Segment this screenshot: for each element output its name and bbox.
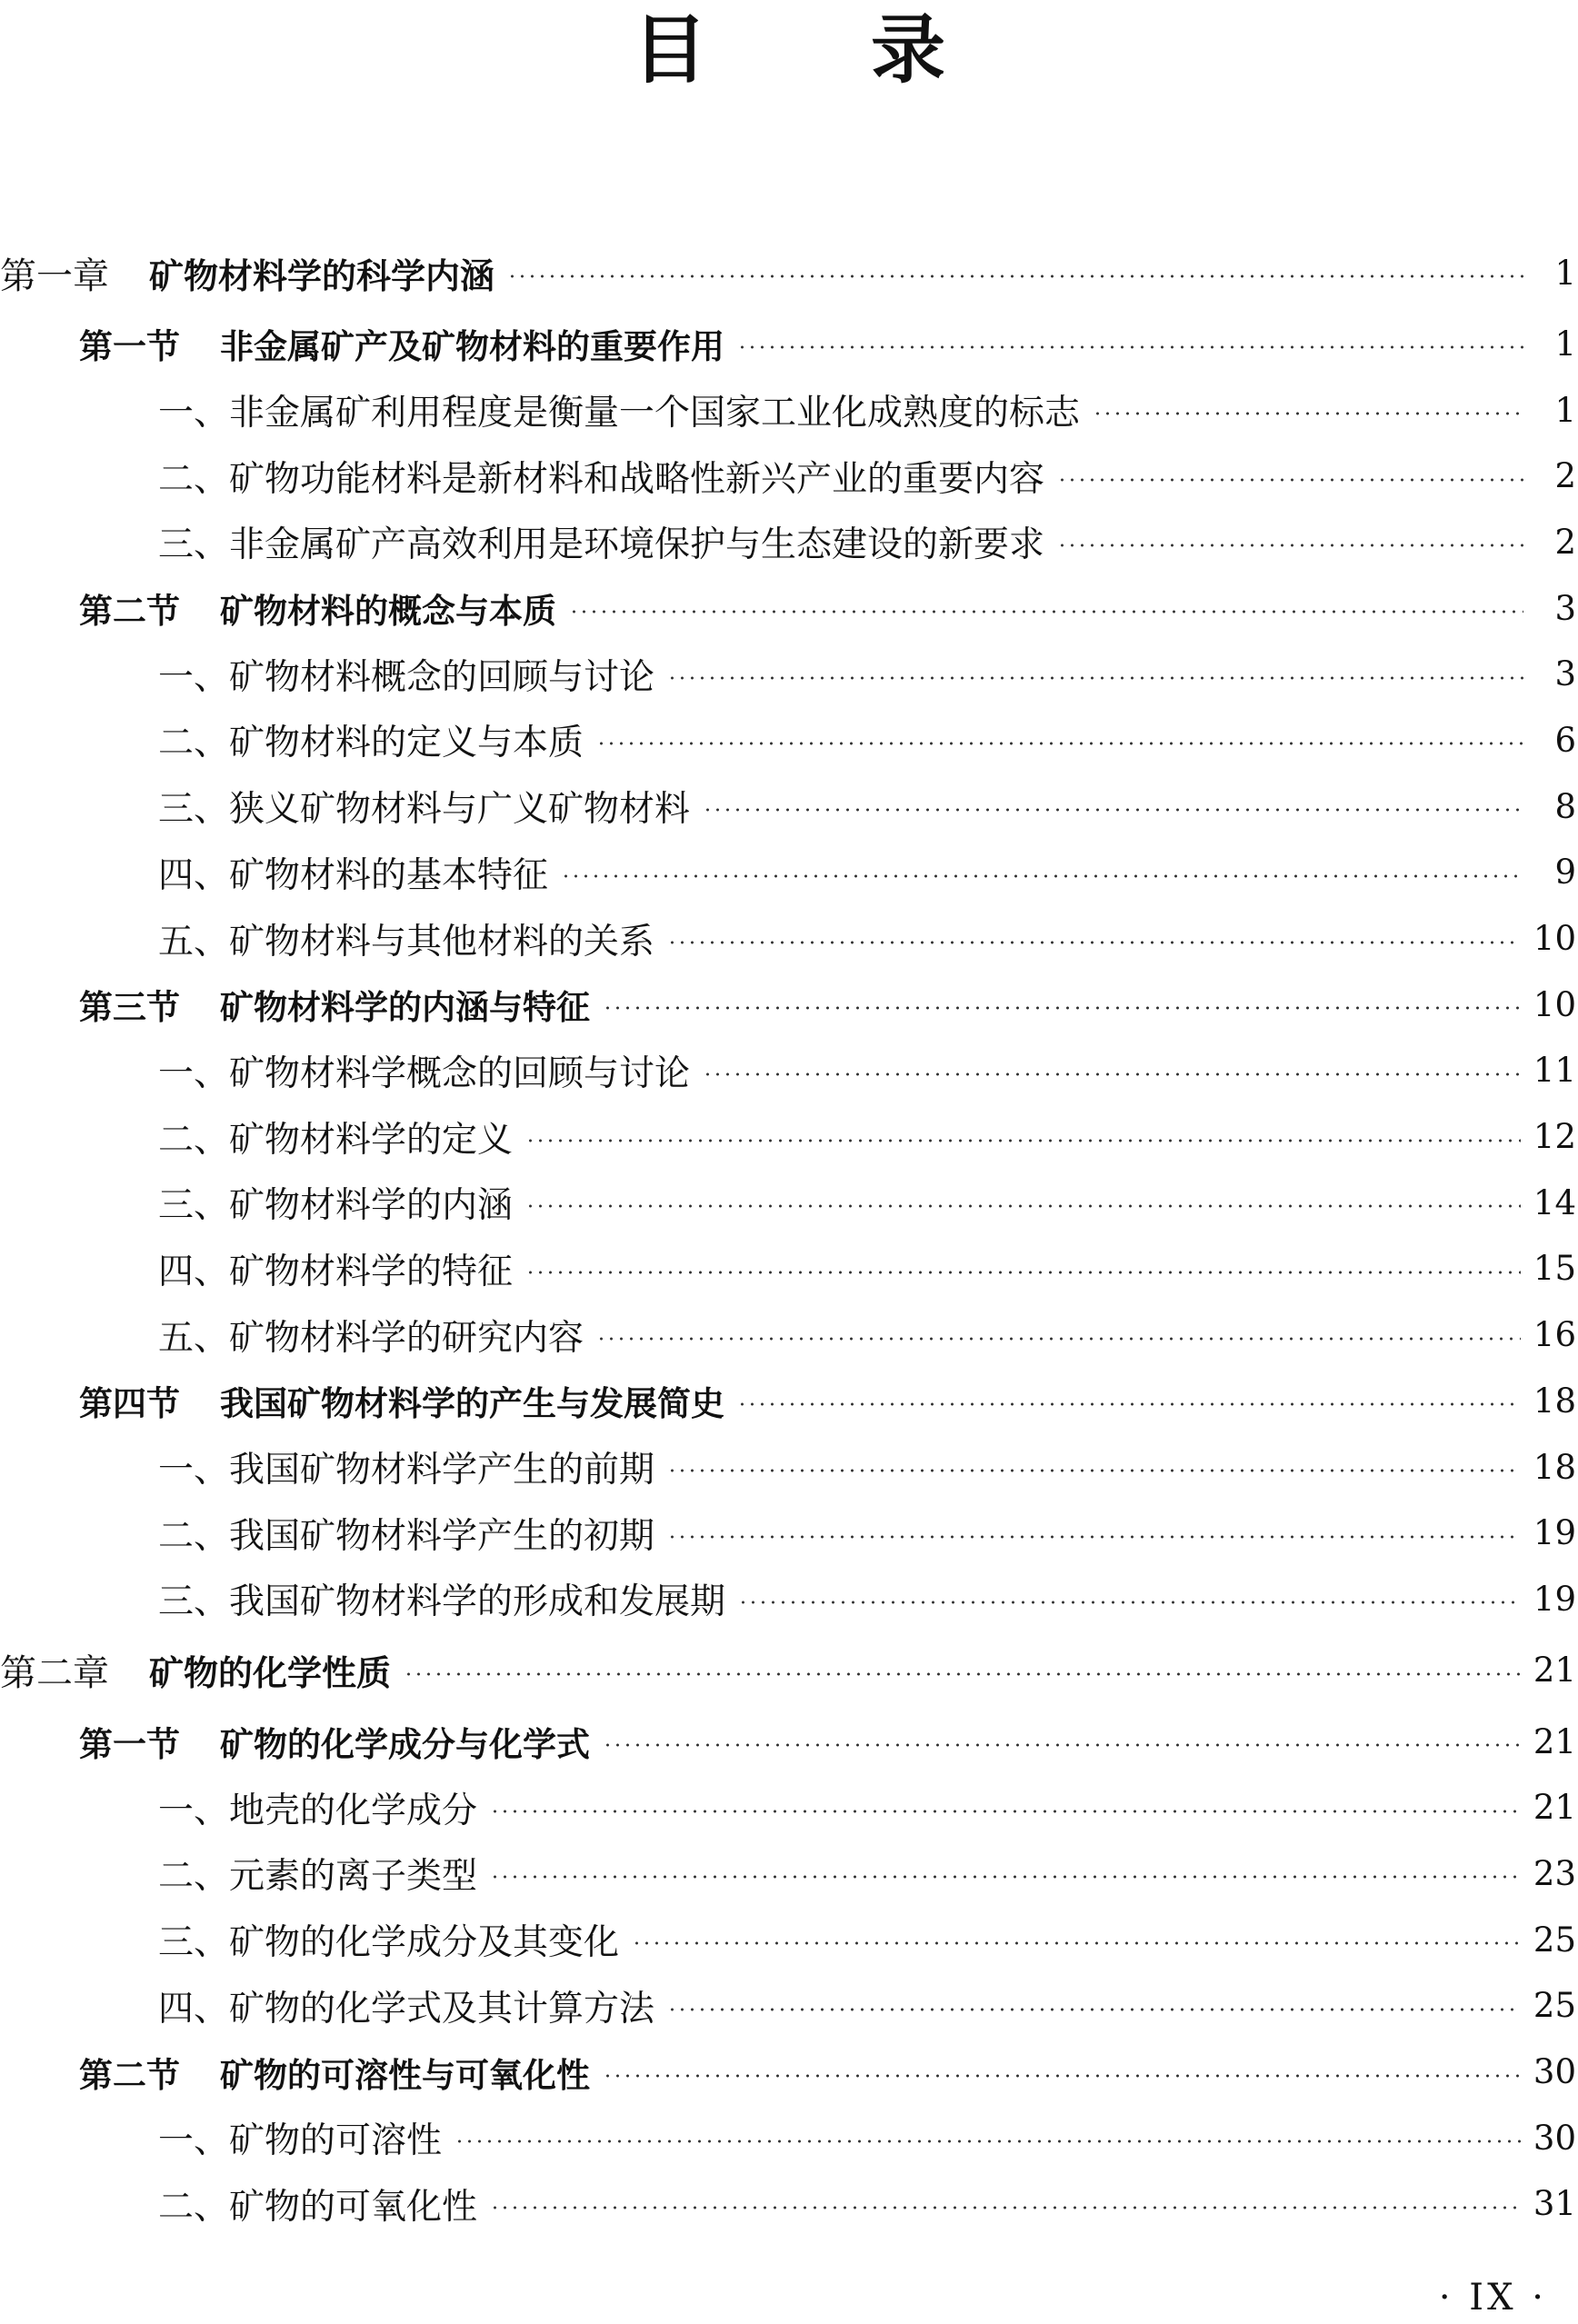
section-number: 第四节 [79, 1384, 180, 1424]
toc-entry-label [0, 384, 1080, 435]
toc-entry-label [0, 1508, 654, 1559]
subsection-title: 二、矿物的可氧化性 [158, 2186, 478, 2228]
toc-page-number: 9 [1554, 853, 1576, 893]
chapter-title: 矿物材料学的科学内涵 [149, 255, 495, 296]
dot-leader [596, 1337, 1521, 1341]
toc-entry-label [0, 1441, 654, 1492]
dot-leader [525, 1271, 1521, 1274]
page-title [0, 5, 1578, 96]
toc-entry-subsection[interactable] [0, 1302, 1578, 1368]
dot-leader [632, 1941, 1521, 1945]
toc-entry-label [0, 1573, 725, 1624]
toc-entry-label [0, 847, 548, 898]
subsection-title: 一、矿物材料概念的回顾与讨论 [158, 656, 655, 698]
section-title: 矿物的化学成分与化学式 [220, 1725, 590, 1765]
toc-entry-subsection[interactable] [0, 905, 1578, 972]
toc-entry-subsection[interactable] [0, 1103, 1578, 1170]
toc-page-number: 21 [1533, 1651, 1576, 1691]
toc-entry-label [0, 319, 724, 368]
dot-leader [603, 1006, 1521, 1010]
toc-page-number: 1 [1554, 390, 1576, 430]
toc-page-number: 21 [1533, 1788, 1576, 1828]
section-title: 非金属矿产及矿物材料的重要作用 [220, 327, 724, 367]
dot-leader [490, 1875, 1521, 1879]
toc-entry-subsection[interactable] [0, 377, 1578, 444]
subsection-title: 一、矿物材料学概念的回顾与讨论 [158, 1052, 691, 1094]
subsection-title: 五、矿物材料学的研究内容 [158, 1317, 584, 1359]
subsection-title: 一、地壳的化学成分 [158, 1790, 478, 1831]
toc-entry-label [0, 2112, 442, 2163]
dot-leader [507, 274, 1523, 278]
toc-page-number: 25 [1533, 1986, 1576, 2026]
toc-entry-subsection[interactable] [0, 773, 1578, 840]
subsection-title: 四、矿物材料的基本特征 [158, 854, 549, 896]
toc-page-number: 10 [1533, 984, 1576, 1024]
toc-entry-section[interactable] [0, 1368, 1578, 1434]
toc-entry-subsection[interactable] [0, 2105, 1578, 2171]
toc-entry-label [0, 1177, 513, 1228]
toc-entry-label [0, 2048, 590, 2097]
toc-entry-label [0, 1914, 619, 1965]
toc-entry-subsection[interactable] [0, 1907, 1578, 1973]
toc-page-number: 30 [1533, 2118, 1576, 2158]
chapter-number: 第二章 [0, 1652, 109, 1695]
dot-leader [1057, 478, 1523, 482]
toc-entry-label [0, 1376, 724, 1425]
toc-entry-subsection[interactable] [0, 1038, 1578, 1104]
toc-entry-label [0, 1310, 584, 1361]
dot-leader [737, 345, 1523, 349]
toc-entry-chapter[interactable] [0, 234, 1578, 311]
dot-leader [603, 1743, 1521, 1747]
subsection-title: 三、矿物材料学的内涵 [158, 1185, 514, 1227]
subsection-title: 一、矿物的可溶性 [158, 2120, 443, 2162]
dot-leader [667, 1469, 1521, 1472]
toc-entry-subsection[interactable] [0, 1236, 1578, 1302]
toc-entry-subsection[interactable] [0, 1840, 1578, 1907]
toc-page-number: 19 [1533, 1579, 1576, 1619]
subsection-title: 三、矿物的化学成分及其变化 [158, 1922, 620, 1964]
dot-leader [703, 1072, 1521, 1076]
subsection-title: 四、矿物的化学式及其计算方法 [158, 1988, 655, 2030]
toc-page-number: 16 [1533, 1315, 1576, 1355]
toc-entry-label [0, 781, 690, 832]
toc-page-number: 23 [1533, 1853, 1576, 1893]
subsection-title: 二、矿物材料学的定义 [158, 1119, 514, 1161]
toc-entry-section[interactable] [0, 1709, 1578, 1775]
section-number: 第三节 [79, 988, 180, 1028]
dot-leader [404, 1672, 1521, 1676]
dot-leader [667, 1535, 1521, 1539]
toc-entry-subsection[interactable] [0, 2171, 1578, 2238]
toc-entry-label [0, 451, 1044, 502]
dot-leader [525, 1139, 1521, 1142]
dot-leader [703, 808, 1523, 812]
toc-entry-label [0, 1112, 513, 1162]
toc-entry-subsection[interactable] [0, 707, 1578, 773]
toc-entry-label [0, 714, 584, 765]
subsection-title: 二、矿物功能材料是新材料和战略性新兴产业的重要内容 [158, 458, 1045, 500]
toc-page-number: 18 [1533, 1381, 1576, 1421]
toc-entry-label [0, 1644, 391, 1696]
toc-page-number: 3 [1554, 654, 1576, 694]
toc-entry-label [0, 1848, 477, 1899]
toc-page-number: 8 [1554, 786, 1576, 826]
toc-entry-section[interactable] [0, 2039, 1578, 2105]
toc-entry-label [0, 583, 556, 633]
dot-leader [667, 2008, 1521, 2011]
toc-page-number: 10 [1533, 919, 1576, 959]
subsection-title: 二、矿物材料的定义与本质 [158, 723, 584, 764]
subsection-title: 四、矿物材料学的特征 [158, 1251, 514, 1292]
toc-page-number: 2 [1554, 456, 1576, 496]
toc-page-number: 18 [1533, 1447, 1576, 1487]
subsection-title: 一、我国矿物材料学产生的前期 [158, 1450, 655, 1491]
toc-entry-label [0, 1782, 477, 1833]
toc-entry-subsection[interactable] [0, 1774, 1578, 1840]
toc-entry-label [0, 649, 654, 700]
toc-entry-chapter[interactable] [0, 1632, 1578, 1709]
toc-entry-subsection[interactable] [0, 1500, 1578, 1566]
toc-entry-subsection[interactable] [0, 1170, 1578, 1236]
toc-entry-label [0, 1717, 590, 1766]
toc-page-number: 25 [1533, 1920, 1576, 1960]
section-title: 矿物材料学的内涵与特征 [220, 988, 590, 1028]
toc-entry-subsection[interactable] [0, 1973, 1578, 2040]
dot-leader [737, 1402, 1521, 1406]
subsection-title: 二、元素的离子类型 [158, 1856, 478, 1898]
title-char-1: 目 [632, 7, 707, 94]
toc-entry-label [0, 913, 654, 964]
toc-entry-label [0, 1980, 654, 2031]
toc-entry-subsection[interactable] [0, 443, 1578, 509]
dot-leader [738, 1601, 1521, 1604]
subsection-title: 二、我国矿物材料学产生的初期 [158, 1515, 655, 1557]
toc-entry-subsection[interactable] [0, 509, 1578, 575]
toc-entry-label [0, 516, 1044, 567]
table-of-contents [0, 234, 1578, 2237]
toc-entry-label [0, 1243, 513, 1294]
toc-entry-label [0, 980, 590, 1029]
toc-page-number: 2 [1554, 522, 1576, 562]
toc-page-number: 12 [1533, 1117, 1576, 1157]
toc-page-number: 19 [1533, 1513, 1576, 1553]
subsection-title: 五、矿物材料与其他材料的关系 [158, 921, 655, 963]
section-title: 我国矿物材料学的产生与发展简史 [220, 1384, 724, 1424]
toc-entry-section[interactable] [0, 311, 1578, 377]
dot-leader [667, 676, 1523, 680]
toc-page-number: 11 [1533, 1051, 1576, 1091]
toc-entry-label [0, 247, 494, 299]
dot-leader [454, 2139, 1521, 2143]
toc-page-number: 21 [1533, 1721, 1576, 1761]
toc-entry-subsection[interactable] [0, 1566, 1578, 1632]
toc-page-number: 14 [1533, 1182, 1576, 1222]
dot-leader [569, 610, 1523, 613]
section-number: 第二节 [79, 2055, 180, 2095]
section-title: 矿物材料的概念与本质 [220, 592, 556, 632]
subsection-title: 三、我国矿物材料学的形成和发展期 [158, 1581, 726, 1623]
title-char-2: 录 [871, 7, 946, 94]
toc-entry-subsection[interactable] [0, 641, 1578, 707]
dot-leader [490, 1810, 1521, 1813]
toc-entry-section[interactable] [0, 972, 1578, 1038]
section-title: 矿物的可溶性与可氧化性 [220, 2055, 590, 2095]
dot-leader [490, 2206, 1521, 2209]
toc-page-number: 1 [1554, 253, 1576, 293]
toc-page-number: 15 [1533, 1249, 1576, 1289]
section-number: 第二节 [79, 592, 180, 632]
dot-leader [596, 742, 1523, 745]
dot-leader [525, 1204, 1521, 1208]
toc-entry-label [0, 1045, 690, 1096]
page-number: · IX · [1438, 2277, 1547, 2319]
toc-page-number: 3 [1554, 588, 1576, 628]
chapter-number: 第一章 [0, 254, 109, 297]
subsection-title: 三、非金属矿产高效利用是环境保护与生态建设的新要求 [158, 524, 1045, 566]
dot-leader [1057, 544, 1523, 547]
toc-entry-subsection[interactable] [0, 840, 1578, 906]
section-number: 第一节 [79, 1725, 180, 1765]
dot-leader [1093, 412, 1523, 415]
dot-leader [667, 941, 1521, 944]
toc-page-number: 1 [1554, 324, 1576, 364]
toc-page-number: 31 [1533, 2184, 1576, 2224]
section-number: 第一节 [79, 327, 180, 367]
toc-entry-subsection[interactable] [0, 1434, 1578, 1501]
subsection-title: 一、非金属矿利用程度是衡量一个国家工业化成熟度的标志 [158, 393, 1081, 434]
toc-page-number: 6 [1554, 720, 1576, 760]
toc-page-number: 30 [1533, 2052, 1576, 2092]
dot-leader [603, 2074, 1521, 2078]
dot-leader [561, 874, 1523, 878]
chapter-title: 矿物的化学性质 [149, 1653, 392, 1694]
subsection-title: 三、狭义矿物材料与广义矿物材料 [158, 789, 691, 831]
toc-entry-section[interactable] [0, 575, 1578, 642]
toc-entry-label [0, 2179, 477, 2229]
